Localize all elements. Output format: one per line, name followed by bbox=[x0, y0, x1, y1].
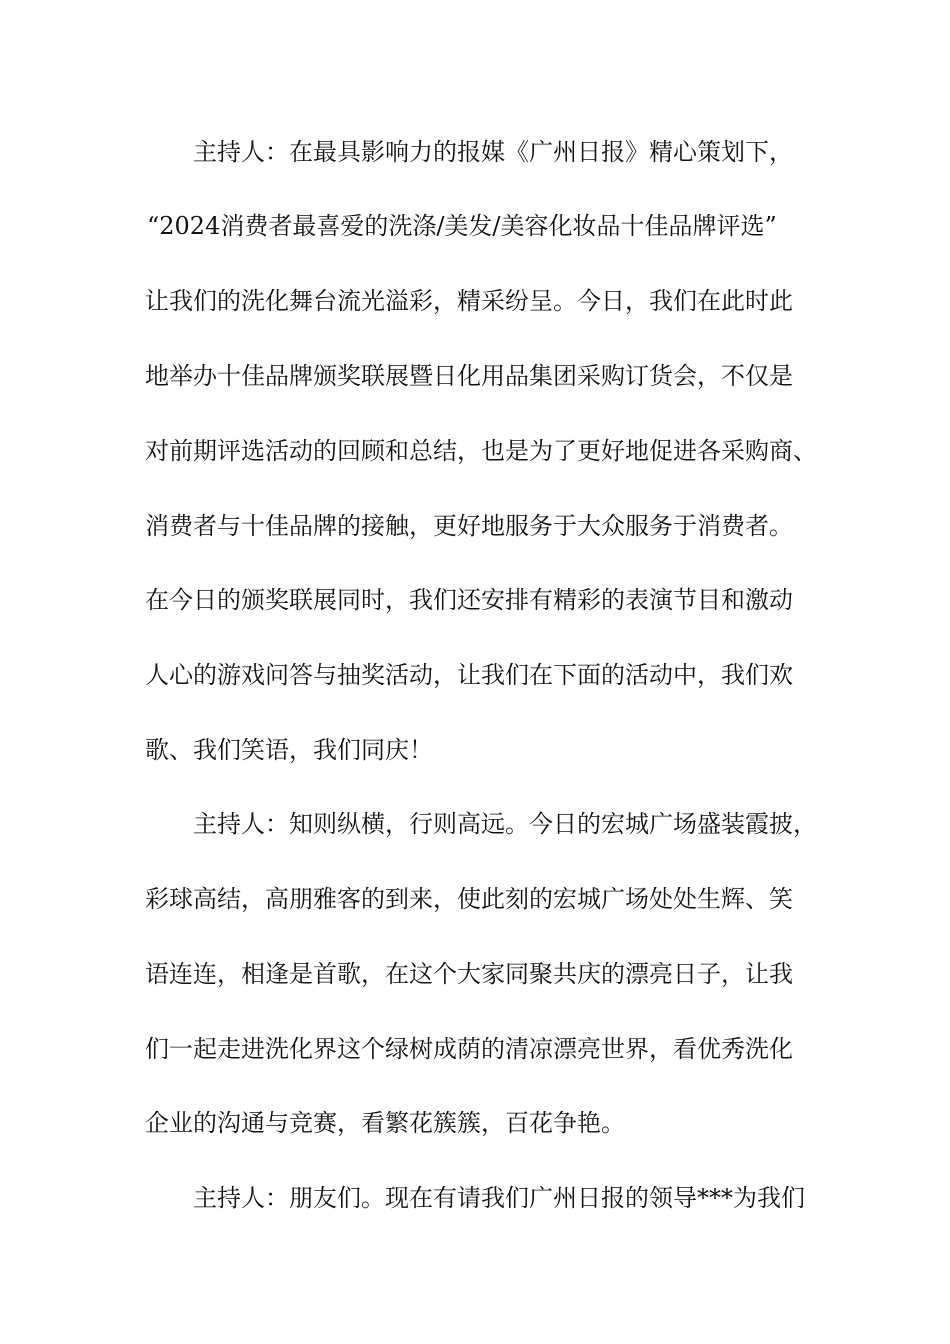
paragraph-1-line-7: 在今日的颁奖联展同时，我们还安排有精彩的表演节目和激动 bbox=[145, 586, 793, 614]
paragraph-1-line-4: 地举办十佳品牌颁奖联展暨日化用品集团采购订货会，不仅是 bbox=[145, 362, 793, 390]
paragraph-2-line-5: 企业的沟通与竞赛，看繁花簇簇，百花争艳。 bbox=[145, 1109, 625, 1137]
paragraph-2-line-1: 主持人：知则纵横，行则高远。今日的宏城广场盛装霞披， bbox=[193, 810, 817, 838]
paragraph-2-line-3: 语连连，相逢是首歌，在这个大家同聚共庆的漂亮日子，让我 bbox=[145, 960, 793, 988]
paragraph-3-line-1: 主持人：朋友们。现在有请我们广州日报的领导***为我们 bbox=[193, 1184, 805, 1212]
paragraph-1-line-1: 主持人：在最具影响力的报媒《广州日报》精心策划下， bbox=[193, 138, 793, 166]
paragraph-1-line-5: 对前期评选活动的回顾和总结，也是为了更好地促进各采购商、 bbox=[145, 437, 817, 465]
paragraph-1-line-3: 让我们的洗化舞台流光溢彩，精采纷呈。今日，我们在此时此 bbox=[145, 287, 793, 315]
paragraph-1-line-9: 歌、我们笑语，我们同庆！ bbox=[145, 736, 433, 764]
paragraph-1-line-6: 消费者与十佳品牌的接触，更好地服务于大众服务于消费者。 bbox=[145, 512, 793, 540]
paragraph-2-line-4: 们一起走进洗化界这个绿树成荫的清凉漂亮世界，看优秀洗化 bbox=[145, 1035, 793, 1063]
paragraph-2-line-2: 彩球高结，高朋雅客的到来，使此刻的宏城广场处处生辉、笑 bbox=[145, 885, 793, 913]
paragraph-1-line-2: “2024消费者最喜爱的洗涤/美发/美容化妆品十佳品牌评选” bbox=[147, 212, 777, 240]
paragraph-1-line-8: 人心的游戏问答与抽奖活动，让我们在下面的活动中，我们欢 bbox=[145, 661, 793, 689]
